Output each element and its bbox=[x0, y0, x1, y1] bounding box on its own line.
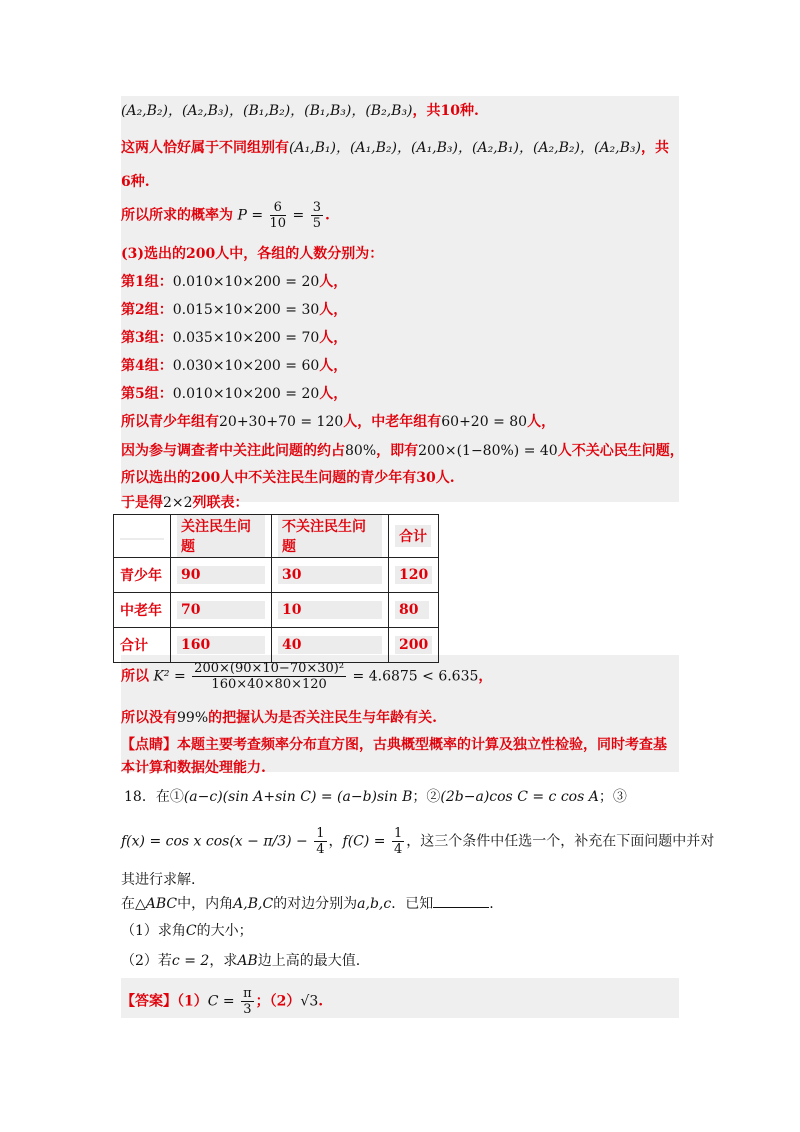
table-header-row bbox=[114, 515, 439, 558]
group-3-line: 第3组：0.035×10×200 = 70人， bbox=[121, 330, 348, 346]
age-groups-line: 所以青少年组有20+30+70 = 120人，中老年组有60+20 = 80人， bbox=[121, 414, 556, 430]
table-cell: 90 bbox=[171, 558, 272, 593]
different-group-line: 这两人恰好属于不同组别有(A₁,B₁)，(A₁,B₂)，(A₁,B₃)，(A₂,B₁)，(A₂,B₂)，(A₂,B₃)，共 bbox=[121, 140, 669, 156]
table-cell: 30 bbox=[272, 558, 389, 593]
chi-square-line: 所以 K² = $\frac{\text{200×(90×10−70×30)²}}{160\times 40\times 80\times 120}$ = 4.6875 < 6.635， bbox=[121, 661, 493, 692]
table-cell: 合计 bbox=[389, 515, 439, 558]
table-cell: 160 bbox=[171, 628, 272, 663]
fraction-1-4: $\frac{1}{4}$ bbox=[316, 826, 325, 857]
table-cell: 200 bbox=[389, 628, 439, 663]
answer-line: 【答案】（1）C = $\frac{\pi}{3}$ ；（2）√3. bbox=[121, 986, 324, 1017]
outcome-pairs: (A₂,B₂)，(A₂,B₃)，(B₁,B₂)，(B₁,B₃)，(B₂,B₃) bbox=[121, 103, 413, 119]
fill-in-blank[interactable] bbox=[433, 907, 489, 908]
concern-ratio-line: 因为参与调查者中关注此问题的约占80%，即有200×(1−80%) = 40人不关心民生问题， bbox=[121, 443, 684, 459]
table-cell: 70 bbox=[171, 593, 272, 628]
table-cell bbox=[114, 515, 171, 558]
table-row bbox=[114, 558, 439, 593]
comment-line-1: 【点睛】本题主要考查频率分布直方图，古典概型概率的计算及独立性检验，同时考查基 bbox=[121, 737, 667, 753]
table-cell: 80 bbox=[389, 593, 439, 628]
different-group-pairs: (A₁,B₁)，(A₁,B₂)，(A₁,B₃)，(A₂,B₁)，(A₂,B₂)，(A₂,B₃) bbox=[289, 140, 641, 156]
q18-part2: （2）若c = 2，求AB边上高的最大值. bbox=[121, 953, 361, 969]
table-cell: 40 bbox=[272, 628, 389, 663]
table-row bbox=[114, 593, 439, 628]
outcome-list-line: (A₂,B₂)，(A₂,B₃)，(B₁,B₂)，(B₁,B₃)，(B₂,B₃)，共10种. bbox=[121, 103, 479, 119]
group-1-line: 第1组：0.010×10×200 = 20人， bbox=[121, 274, 348, 290]
q18-line-4: 在△ABC中，内角A,B,C的对边分别为a,b,c．已知 . bbox=[121, 896, 494, 912]
comment-line-2: 本计算和数据处理能力. bbox=[121, 760, 266, 776]
fraction-1-4-second: $\frac{1}{4}$ bbox=[393, 826, 403, 857]
fraction-pi-3: $\frac{\pi}{3}$ bbox=[243, 986, 252, 1017]
fraction-6-10: $\frac{6}{10}$ bbox=[269, 200, 287, 231]
count-line: 6种. bbox=[121, 174, 150, 190]
group-4-line: 第4组：0.030×10×200 = 60人， bbox=[121, 358, 348, 374]
group-2-line: 第2组：0.015×10×200 = 30人， bbox=[121, 302, 348, 318]
table-cell: 中老年 bbox=[114, 593, 171, 628]
table-row bbox=[114, 628, 439, 663]
conclusion-line: 所以没有99%的把握认为是否关注民生与年龄有关. bbox=[121, 710, 437, 726]
q18-line-1: 18．在①(a−c)(sin A+sin C) = (a−b)sin B；②(2b−a)cos C = c cos A；③ bbox=[124, 789, 627, 805]
q18-line-3: 其进行求解. bbox=[121, 872, 196, 888]
chi-square-fraction: $\frac{\text{200×(90×10−70×30)²}}{160\times 40\times 80\times 120}$ bbox=[194, 661, 345, 692]
table-cell: 青少年 bbox=[114, 558, 171, 593]
table-cell: 10 bbox=[272, 593, 389, 628]
table-cell: 120 bbox=[389, 558, 439, 593]
probability-line: 所以所求的概率为 P = $\frac{6}{10}$ = $\frac{3}{5}$ . bbox=[121, 200, 330, 231]
fraction-3-5: $\frac{3}{5}$ bbox=[312, 200, 321, 231]
table-cell: 不关注民生问题 bbox=[272, 515, 389, 558]
table-cell: 关注民生问题 bbox=[171, 515, 272, 558]
contingency-table bbox=[113, 514, 439, 663]
contingency-intro: 于是得2×2列联表： bbox=[121, 495, 249, 511]
youth-not-concerned-line: 所以选出的200人中不关注民生问题的青少年有30人. bbox=[121, 470, 455, 486]
q18-line-2: f(x) = cos x cos(x − π/3) − $\frac{1}{4}$ ，f(C) = $\frac{1}{4}$ ，这三个条件中任选一个，补充在下面问题中并对 bbox=[121, 826, 715, 857]
part3-heading: (3)选出的200人中，各组的人数分别为： bbox=[121, 246, 384, 262]
group-5-line: 第5组：0.010×10×200 = 20人， bbox=[121, 386, 348, 402]
table-cell: 合计 bbox=[114, 628, 171, 663]
q18-part1: （1）求角C的大小； bbox=[121, 923, 253, 939]
